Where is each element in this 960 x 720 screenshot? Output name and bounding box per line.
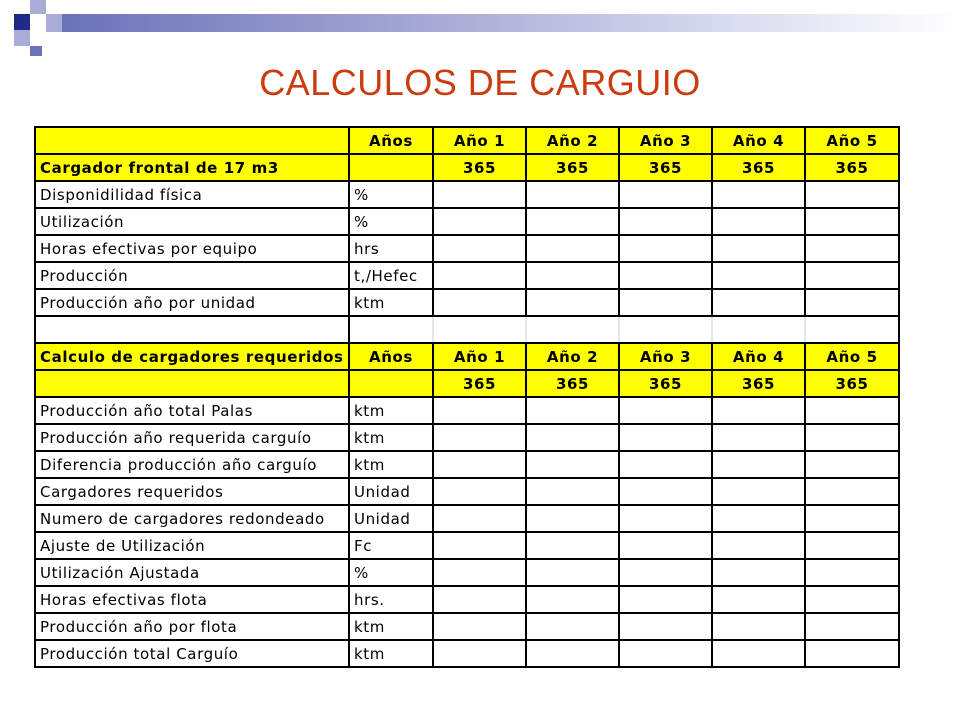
value-cell xyxy=(805,397,899,424)
table1-equipment-row xyxy=(35,154,899,181)
equipment-label: Cargador frontal de 17 m3 xyxy=(35,154,349,181)
row-unit: ktm xyxy=(349,451,433,478)
row-unit: ktm xyxy=(349,397,433,424)
row-unit: Fc xyxy=(349,532,433,559)
equipment-unit-cell xyxy=(349,154,433,181)
days-cell: 365 xyxy=(619,370,712,397)
year-header: Año 5 xyxy=(805,343,899,370)
table-row xyxy=(35,640,899,667)
table-row xyxy=(35,559,899,586)
year-header: Año 2 xyxy=(526,343,619,370)
value-cell xyxy=(433,181,526,208)
value-cell xyxy=(712,262,805,289)
value-cell xyxy=(526,262,619,289)
value-cell xyxy=(712,208,805,235)
table1-header-row xyxy=(35,127,899,154)
days-cell: 365 xyxy=(526,370,619,397)
row-label: Producción año total Palas xyxy=(35,397,349,424)
table-row xyxy=(35,235,899,262)
days-cell: 365 xyxy=(805,370,899,397)
value-cell xyxy=(433,289,526,316)
row-unit: ktm xyxy=(349,424,433,451)
table-row xyxy=(35,586,899,613)
days-cell: 365 xyxy=(712,154,805,181)
value-cell xyxy=(526,208,619,235)
value-cell xyxy=(526,181,619,208)
value-cell xyxy=(712,181,805,208)
value-cell xyxy=(712,559,805,586)
year-header: Año 2 xyxy=(526,127,619,154)
value-cell xyxy=(619,478,712,505)
spacer-cell xyxy=(805,316,899,343)
value-cell xyxy=(712,424,805,451)
row-label: Utilización Ajustada xyxy=(35,559,349,586)
value-cell xyxy=(433,613,526,640)
days-cell: 365 xyxy=(433,370,526,397)
value-cell xyxy=(526,586,619,613)
value-cell xyxy=(433,532,526,559)
spacer-cell xyxy=(35,316,349,343)
table2-header-label: Calculo de cargadores requeridos xyxy=(35,343,349,370)
row-label: Numero de cargadores redondeado xyxy=(35,505,349,532)
value-cell xyxy=(619,505,712,532)
value-cell xyxy=(805,262,899,289)
value-cell xyxy=(805,505,899,532)
spacer-row xyxy=(35,316,899,343)
year-header: Año 3 xyxy=(619,127,712,154)
row-unit: Unidad xyxy=(349,478,433,505)
year-header: Año 4 xyxy=(712,343,805,370)
days-cell: 365 xyxy=(526,154,619,181)
value-cell xyxy=(433,586,526,613)
table-row xyxy=(35,613,899,640)
value-cell xyxy=(712,289,805,316)
value-cell xyxy=(712,505,805,532)
value-cell xyxy=(619,181,712,208)
value-cell xyxy=(433,235,526,262)
table1-header-unit: Años xyxy=(349,127,433,154)
table-row xyxy=(35,424,899,451)
value-cell xyxy=(619,289,712,316)
row-label: Horas efectivas por equipo xyxy=(35,235,349,262)
table2-header-unit: Años xyxy=(349,343,433,370)
value-cell xyxy=(805,208,899,235)
value-cell xyxy=(526,559,619,586)
value-cell xyxy=(619,532,712,559)
value-cell xyxy=(433,397,526,424)
value-cell xyxy=(805,289,899,316)
row-label: Cargadores requeridos xyxy=(35,478,349,505)
spacer-cell xyxy=(433,316,526,343)
table-row xyxy=(35,289,899,316)
row-unit: % xyxy=(349,208,433,235)
value-cell xyxy=(433,424,526,451)
row-label: Utilización xyxy=(35,208,349,235)
spacer-cell xyxy=(619,316,712,343)
row-label: Diferencia producción año carguío xyxy=(35,451,349,478)
value-cell xyxy=(712,640,805,667)
decor-bar xyxy=(62,14,960,32)
year-header: Año 1 xyxy=(433,343,526,370)
value-cell xyxy=(526,451,619,478)
year-header: Año 5 xyxy=(805,127,899,154)
value-cell xyxy=(619,586,712,613)
value-cell xyxy=(712,478,805,505)
spacer-cell xyxy=(526,316,619,343)
value-cell xyxy=(433,451,526,478)
value-cell xyxy=(526,289,619,316)
value-cell xyxy=(619,397,712,424)
table-row xyxy=(35,262,899,289)
value-cell xyxy=(619,451,712,478)
value-cell xyxy=(712,451,805,478)
year-header: Año 3 xyxy=(619,343,712,370)
value-cell xyxy=(619,613,712,640)
row-label: Horas efectivas flota xyxy=(35,586,349,613)
value-cell xyxy=(433,640,526,667)
row-label: Producción año por unidad xyxy=(35,289,349,316)
value-cell xyxy=(526,640,619,667)
days-unit-cell xyxy=(349,370,433,397)
days-cell: 365 xyxy=(619,154,712,181)
value-cell xyxy=(805,451,899,478)
value-cell xyxy=(805,640,899,667)
decor-square xyxy=(30,46,42,56)
table-row xyxy=(35,478,899,505)
table-row xyxy=(35,181,899,208)
row-unit: t,/Hefec xyxy=(349,262,433,289)
row-unit: ktm xyxy=(349,640,433,667)
row-unit: hrs xyxy=(349,235,433,262)
days-cell: 365 xyxy=(805,154,899,181)
value-cell xyxy=(712,235,805,262)
value-cell xyxy=(433,208,526,235)
value-cell xyxy=(526,613,619,640)
table-row xyxy=(35,208,899,235)
value-cell xyxy=(805,586,899,613)
table2-days-row xyxy=(35,370,899,397)
value-cell xyxy=(526,424,619,451)
value-cell xyxy=(526,397,619,424)
value-cell xyxy=(526,478,619,505)
value-cell xyxy=(433,559,526,586)
table-row xyxy=(35,532,899,559)
row-label: Ajuste de Utilización xyxy=(35,532,349,559)
value-cell xyxy=(433,505,526,532)
value-cell xyxy=(619,262,712,289)
value-cell xyxy=(619,208,712,235)
value-cell xyxy=(712,586,805,613)
table2-header-row xyxy=(35,343,899,370)
value-cell xyxy=(526,505,619,532)
table-row xyxy=(35,505,899,532)
row-unit: hrs. xyxy=(349,586,433,613)
days-cell: 365 xyxy=(433,154,526,181)
value-cell xyxy=(805,424,899,451)
row-unit: % xyxy=(349,181,433,208)
value-cell xyxy=(619,559,712,586)
slide-title: CALCULOS DE CARGUIO xyxy=(259,62,701,103)
decor-square xyxy=(14,14,30,30)
value-cell xyxy=(712,613,805,640)
value-cell xyxy=(433,262,526,289)
value-cell xyxy=(712,532,805,559)
spacer-cell xyxy=(712,316,805,343)
table-row xyxy=(35,397,899,424)
value-cell xyxy=(526,532,619,559)
value-cell xyxy=(805,613,899,640)
table-row xyxy=(35,451,899,478)
value-cell xyxy=(805,559,899,586)
row-label: Producción año por flota xyxy=(35,613,349,640)
value-cell xyxy=(619,424,712,451)
row-unit: % xyxy=(349,559,433,586)
calc-table xyxy=(34,126,900,668)
value-cell xyxy=(805,235,899,262)
year-header: Año 1 xyxy=(433,127,526,154)
decor-square xyxy=(46,14,62,32)
row-unit: Unidad xyxy=(349,505,433,532)
value-cell xyxy=(805,478,899,505)
value-cell xyxy=(712,397,805,424)
days-cell: 365 xyxy=(712,370,805,397)
row-label: Producción total Carguío xyxy=(35,640,349,667)
decor-square xyxy=(30,0,46,14)
row-label: Disponidilidad física xyxy=(35,181,349,208)
days-label-cell xyxy=(35,370,349,397)
value-cell xyxy=(619,640,712,667)
value-cell xyxy=(805,532,899,559)
row-label: Producción año requerida carguío xyxy=(35,424,349,451)
row-unit: ktm xyxy=(349,613,433,640)
row-label: Producción xyxy=(35,262,349,289)
value-cell xyxy=(433,478,526,505)
value-cell xyxy=(619,235,712,262)
value-cell xyxy=(526,235,619,262)
spacer-cell xyxy=(349,316,433,343)
year-header: Año 4 xyxy=(712,127,805,154)
table1-header-label xyxy=(35,127,349,154)
row-unit: ktm xyxy=(349,289,433,316)
decor-square xyxy=(14,30,30,46)
value-cell xyxy=(805,181,899,208)
